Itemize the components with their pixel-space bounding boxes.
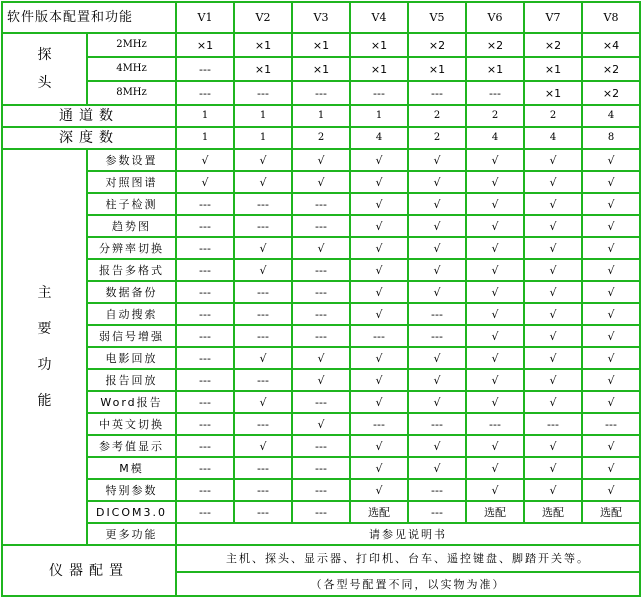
version-header-v1: V1 bbox=[176, 2, 234, 33]
feature-name: 报告回放 bbox=[87, 369, 176, 391]
depth-value: 1 bbox=[176, 127, 234, 149]
channels-value: 1 bbox=[292, 105, 350, 127]
feature-value: √ bbox=[582, 347, 640, 369]
feature-value: √ bbox=[292, 237, 350, 259]
feature-row bbox=[2, 303, 640, 325]
feature-value: --- bbox=[292, 281, 350, 303]
feature-value: --- bbox=[234, 281, 292, 303]
probe-value: ×1 bbox=[350, 33, 408, 57]
probe-value: ×1 bbox=[408, 57, 466, 81]
feature-row bbox=[2, 435, 640, 457]
feature-value: √ bbox=[350, 479, 408, 501]
feature-value: √ bbox=[292, 149, 350, 171]
feature-value: √ bbox=[466, 347, 524, 369]
feature-row bbox=[2, 237, 640, 259]
main-functions-label bbox=[2, 149, 87, 545]
feature-value: --- bbox=[234, 479, 292, 501]
feature-value: √ bbox=[524, 435, 582, 457]
version-header-v3: V3 bbox=[292, 2, 350, 33]
probe-value: ×1 bbox=[292, 33, 350, 57]
feature-value: √ bbox=[408, 237, 466, 259]
channels-value: 1 bbox=[176, 105, 234, 127]
feature-value: --- bbox=[176, 391, 234, 413]
feature-value: √ bbox=[582, 259, 640, 281]
feature-row bbox=[2, 215, 640, 237]
probe-value: ×1 bbox=[466, 57, 524, 81]
channels-value: 1 bbox=[234, 105, 292, 127]
probe-frequency: 4MHz bbox=[87, 57, 176, 81]
feature-value: √ bbox=[292, 413, 350, 435]
depth-value: 2 bbox=[292, 127, 350, 149]
feature-value: √ bbox=[582, 435, 640, 457]
feature-name: 参考值显示 bbox=[87, 435, 176, 457]
feature-value: √ bbox=[234, 435, 292, 457]
feature-value: --- bbox=[292, 193, 350, 215]
feature-value: √ bbox=[292, 347, 350, 369]
feature-value: --- bbox=[582, 413, 640, 435]
main-functions-label-char: 要 bbox=[37, 321, 52, 337]
spec-table bbox=[1, 1, 641, 597]
feature-value: √ bbox=[234, 237, 292, 259]
feature-value: 选配 bbox=[350, 501, 408, 523]
feature-value: --- bbox=[176, 215, 234, 237]
feature-row bbox=[2, 391, 640, 413]
feature-value: √ bbox=[292, 369, 350, 391]
feature-name: 参数设置 bbox=[87, 149, 176, 171]
feature-value: √ bbox=[408, 281, 466, 303]
feature-name: 自动搜索 bbox=[87, 303, 176, 325]
feature-value: --- bbox=[176, 281, 234, 303]
feature-value: √ bbox=[466, 259, 524, 281]
feature-value: √ bbox=[524, 347, 582, 369]
feature-value: √ bbox=[582, 193, 640, 215]
probe-value: ×2 bbox=[524, 33, 582, 57]
feature-value: --- bbox=[292, 325, 350, 347]
feature-value: √ bbox=[234, 171, 292, 193]
feature-value: --- bbox=[292, 457, 350, 479]
main-functions-label-char: 能 bbox=[37, 393, 52, 409]
probe-label-char: 头 bbox=[37, 75, 52, 91]
feature-row bbox=[2, 347, 640, 369]
feature-value: √ bbox=[582, 479, 640, 501]
depth-value: 2 bbox=[408, 127, 466, 149]
probe-value: ×1 bbox=[292, 57, 350, 81]
feature-row bbox=[2, 457, 640, 479]
feature-row bbox=[2, 369, 640, 391]
probe-value: ×1 bbox=[234, 57, 292, 81]
feature-row bbox=[2, 413, 640, 435]
depth-row bbox=[2, 127, 640, 149]
feature-value: √ bbox=[234, 391, 292, 413]
feature-value: √ bbox=[234, 259, 292, 281]
feature-value: √ bbox=[582, 457, 640, 479]
feature-value: √ bbox=[582, 215, 640, 237]
feature-value: √ bbox=[350, 369, 408, 391]
feature-value: --- bbox=[176, 435, 234, 457]
feature-value: √ bbox=[524, 259, 582, 281]
feature-value: √ bbox=[408, 457, 466, 479]
feature-value: --- bbox=[176, 193, 234, 215]
feature-value: --- bbox=[234, 413, 292, 435]
feature-name: 报告多格式 bbox=[87, 259, 176, 281]
feature-value: √ bbox=[350, 347, 408, 369]
feature-name: DICOM3.0 bbox=[87, 501, 176, 523]
feature-value: √ bbox=[408, 391, 466, 413]
depth-value: 8 bbox=[582, 127, 640, 149]
feature-value: √ bbox=[408, 193, 466, 215]
probe-value: --- bbox=[176, 81, 234, 105]
instrument-line1: 主机、探头、显示器、打印机、台车、遥控键盘、脚踏开关等。 bbox=[176, 545, 640, 572]
probe-row bbox=[2, 33, 640, 57]
feature-row bbox=[2, 171, 640, 193]
feature-value: --- bbox=[408, 413, 466, 435]
instrument-line2: （各型号配置不同，以实物为准） bbox=[176, 572, 640, 596]
feature-value: √ bbox=[176, 149, 234, 171]
feature-value: --- bbox=[292, 479, 350, 501]
main-functions-label-char: 功 bbox=[37, 357, 52, 373]
feature-name: 分辨率切换 bbox=[87, 237, 176, 259]
feature-value: √ bbox=[582, 369, 640, 391]
feature-row bbox=[2, 193, 640, 215]
feature-value: --- bbox=[176, 237, 234, 259]
feature-value: √ bbox=[524, 149, 582, 171]
feature-name: 电影回放 bbox=[87, 347, 176, 369]
feature-value: --- bbox=[234, 369, 292, 391]
feature-value: √ bbox=[234, 149, 292, 171]
feature-name: 柱子检测 bbox=[87, 193, 176, 215]
feature-value: --- bbox=[292, 435, 350, 457]
depth-value: 4 bbox=[524, 127, 582, 149]
feature-row bbox=[2, 259, 640, 281]
feature-value: --- bbox=[350, 325, 408, 347]
feature-value: √ bbox=[524, 479, 582, 501]
feature-value: --- bbox=[176, 303, 234, 325]
feature-value: --- bbox=[350, 413, 408, 435]
version-header-v2: V2 bbox=[234, 2, 292, 33]
feature-value: √ bbox=[582, 149, 640, 171]
feature-row bbox=[2, 325, 640, 347]
feature-name: 趋势图 bbox=[87, 215, 176, 237]
channels-value: 4 bbox=[582, 105, 640, 127]
channels-value: 2 bbox=[466, 105, 524, 127]
feature-value: --- bbox=[234, 193, 292, 215]
feature-value: √ bbox=[524, 369, 582, 391]
feature-value: √ bbox=[524, 193, 582, 215]
version-header-v5: V5 bbox=[408, 2, 466, 33]
channels-value: 2 bbox=[408, 105, 466, 127]
probe-label-char: 探 bbox=[37, 47, 52, 63]
feature-value: --- bbox=[176, 259, 234, 281]
feature-name: M模 bbox=[87, 457, 176, 479]
feature-value: --- bbox=[466, 413, 524, 435]
feature-value: --- bbox=[176, 501, 234, 523]
feature-value: √ bbox=[524, 457, 582, 479]
feature-value: --- bbox=[408, 303, 466, 325]
feature-value: --- bbox=[292, 303, 350, 325]
feature-value: --- bbox=[234, 303, 292, 325]
feature-value: √ bbox=[350, 457, 408, 479]
feature-row bbox=[2, 281, 640, 303]
feature-value: √ bbox=[582, 281, 640, 303]
channels-value: 2 bbox=[524, 105, 582, 127]
channels-row bbox=[2, 105, 640, 127]
feature-value: √ bbox=[466, 149, 524, 171]
feature-value: √ bbox=[292, 171, 350, 193]
more-label: 更多功能 bbox=[87, 523, 176, 545]
feature-value: --- bbox=[176, 457, 234, 479]
feature-value: √ bbox=[524, 215, 582, 237]
feature-value: √ bbox=[524, 237, 582, 259]
feature-value: √ bbox=[408, 347, 466, 369]
version-header-v8: V8 bbox=[582, 2, 640, 33]
feature-value: 选配 bbox=[466, 501, 524, 523]
feature-name: Word报告 bbox=[87, 391, 176, 413]
main-functions-label-char: 主 bbox=[37, 285, 52, 301]
table-title: 软件版本配置和功能 bbox=[2, 2, 176, 33]
header-row bbox=[2, 2, 640, 33]
probe-value: --- bbox=[234, 81, 292, 105]
feature-value: --- bbox=[234, 215, 292, 237]
probe-value: ×1 bbox=[234, 33, 292, 57]
feature-value: √ bbox=[350, 237, 408, 259]
feature-value: √ bbox=[350, 215, 408, 237]
feature-value: √ bbox=[466, 369, 524, 391]
depth-value: 4 bbox=[350, 127, 408, 149]
feature-value: √ bbox=[408, 435, 466, 457]
feature-value: √ bbox=[524, 303, 582, 325]
version-header-v4: V4 bbox=[350, 2, 408, 33]
feature-value: √ bbox=[350, 259, 408, 281]
feature-value: √ bbox=[408, 149, 466, 171]
feature-value: --- bbox=[176, 369, 234, 391]
probe-value: ×1 bbox=[350, 57, 408, 81]
feature-value: 选配 bbox=[524, 501, 582, 523]
feature-value: √ bbox=[466, 215, 524, 237]
feature-row bbox=[2, 149, 640, 171]
feature-value: --- bbox=[292, 259, 350, 281]
feature-value: √ bbox=[466, 237, 524, 259]
feature-value: --- bbox=[176, 347, 234, 369]
feature-value: √ bbox=[408, 171, 466, 193]
feature-row bbox=[2, 501, 640, 523]
feature-value: --- bbox=[176, 479, 234, 501]
probe-value: --- bbox=[466, 81, 524, 105]
probe-value: ×2 bbox=[408, 33, 466, 57]
feature-value: √ bbox=[582, 303, 640, 325]
version-header-v7: V7 bbox=[524, 2, 582, 33]
feature-value: √ bbox=[350, 435, 408, 457]
feature-value: --- bbox=[292, 501, 350, 523]
feature-value: --- bbox=[292, 391, 350, 413]
probe-value: ×2 bbox=[582, 81, 640, 105]
feature-value: --- bbox=[176, 413, 234, 435]
depth-value: 1 bbox=[234, 127, 292, 149]
probe-label bbox=[2, 33, 87, 105]
feature-value: √ bbox=[350, 171, 408, 193]
probe-value: --- bbox=[176, 57, 234, 81]
feature-name: 中英文切换 bbox=[87, 413, 176, 435]
feature-value: --- bbox=[234, 457, 292, 479]
feature-value: √ bbox=[466, 281, 524, 303]
feature-value: √ bbox=[466, 391, 524, 413]
feature-value: √ bbox=[524, 325, 582, 347]
feature-value: √ bbox=[350, 149, 408, 171]
feature-value: --- bbox=[176, 325, 234, 347]
probe-value: ×2 bbox=[582, 57, 640, 81]
feature-value: √ bbox=[408, 215, 466, 237]
feature-value: --- bbox=[408, 479, 466, 501]
probe-value: ×1 bbox=[176, 33, 234, 57]
feature-value: --- bbox=[234, 325, 292, 347]
probe-frequency: 8MHz bbox=[87, 81, 176, 105]
feature-value: 选配 bbox=[582, 501, 640, 523]
probe-value: ×4 bbox=[582, 33, 640, 57]
depth-value: 4 bbox=[466, 127, 524, 149]
feature-value: √ bbox=[234, 347, 292, 369]
feature-value: √ bbox=[582, 325, 640, 347]
feature-value: √ bbox=[524, 171, 582, 193]
feature-value: √ bbox=[408, 369, 466, 391]
feature-value: √ bbox=[350, 193, 408, 215]
more-row bbox=[2, 523, 640, 545]
feature-value: --- bbox=[408, 501, 466, 523]
instrument-label: 仪器配置 bbox=[2, 545, 176, 596]
feature-value: --- bbox=[524, 413, 582, 435]
feature-name: 弱信号增强 bbox=[87, 325, 176, 347]
probe-row bbox=[2, 57, 640, 81]
channels-value: 1 bbox=[350, 105, 408, 127]
probe-frequency: 2MHz bbox=[87, 33, 176, 57]
depth-label: 深度数 bbox=[2, 127, 176, 149]
probe-value: --- bbox=[292, 81, 350, 105]
probe-value: ×1 bbox=[524, 81, 582, 105]
feature-value: √ bbox=[350, 391, 408, 413]
feature-value: --- bbox=[292, 215, 350, 237]
feature-name: 数据备份 bbox=[87, 281, 176, 303]
probe-value: ×2 bbox=[466, 33, 524, 57]
feature-value: √ bbox=[524, 391, 582, 413]
feature-row bbox=[2, 479, 640, 501]
probe-value: ×1 bbox=[524, 57, 582, 81]
feature-name: 特别参数 bbox=[87, 479, 176, 501]
feature-value: √ bbox=[466, 325, 524, 347]
feature-value: --- bbox=[408, 325, 466, 347]
feature-value: √ bbox=[350, 281, 408, 303]
feature-value: √ bbox=[466, 457, 524, 479]
feature-value: √ bbox=[582, 171, 640, 193]
channels-label: 通道数 bbox=[2, 105, 176, 127]
feature-value: √ bbox=[466, 479, 524, 501]
feature-name: 对照图谱 bbox=[87, 171, 176, 193]
feature-value: √ bbox=[524, 281, 582, 303]
feature-value: --- bbox=[234, 501, 292, 523]
feature-value: √ bbox=[176, 171, 234, 193]
probe-value: --- bbox=[350, 81, 408, 105]
feature-value: √ bbox=[466, 435, 524, 457]
feature-value: √ bbox=[350, 303, 408, 325]
more-text: 请参见说明书 bbox=[176, 523, 640, 545]
instrument-row bbox=[2, 545, 640, 572]
probe-value: --- bbox=[408, 81, 466, 105]
feature-value: √ bbox=[582, 237, 640, 259]
feature-value: √ bbox=[466, 171, 524, 193]
probe-row bbox=[2, 81, 640, 105]
feature-value: √ bbox=[408, 259, 466, 281]
feature-value: √ bbox=[582, 391, 640, 413]
feature-value: √ bbox=[466, 303, 524, 325]
version-header-v6: V6 bbox=[466, 2, 524, 33]
feature-value: √ bbox=[466, 193, 524, 215]
